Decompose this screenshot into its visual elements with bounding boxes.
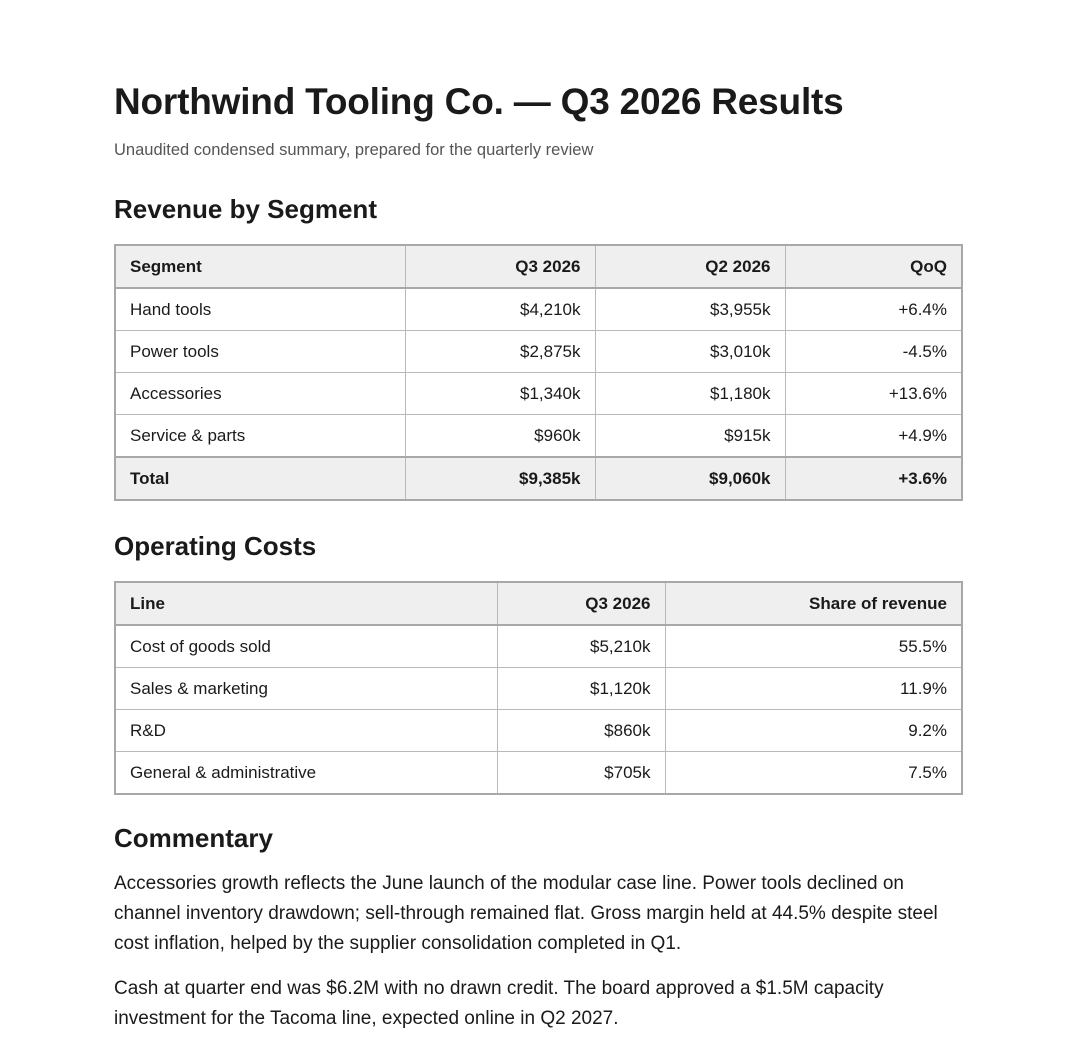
table-row — [115, 710, 962, 752]
revenue-heading: Revenue by Segment — [114, 194, 377, 224]
table-header-row — [115, 245, 962, 288]
total-change: +3.6% — [785, 457, 962, 500]
column-header: Q2 2026 — [595, 245, 785, 288]
line-cell: General & administrative — [115, 752, 497, 795]
total-label: Total — [115, 457, 405, 500]
share-cell: 7.5% — [665, 752, 962, 795]
column-header: Q3 2026 — [405, 245, 595, 288]
revenue-table — [114, 244, 963, 501]
value-cell: $1,340k — [405, 373, 595, 415]
value-cell: $3,010k — [595, 331, 785, 373]
costs-table — [114, 581, 963, 795]
page-subtitle: Unaudited condensed summary, prepared for the quarterly review — [114, 141, 594, 159]
column-header: Q3 2026 — [497, 582, 665, 625]
table-row — [115, 288, 962, 331]
table-row — [115, 625, 962, 668]
segment-cell: Power tools — [115, 331, 405, 373]
share-cell: 9.2% — [665, 710, 962, 752]
line-cell: Sales & marketing — [115, 668, 497, 710]
change-cell: -4.5% — [785, 331, 962, 373]
value-cell: $5,210k — [497, 625, 665, 668]
value-cell: $705k — [497, 752, 665, 795]
table-header-row — [115, 582, 962, 625]
change-cell: +13.6% — [785, 373, 962, 415]
segment-cell: Service & parts — [115, 415, 405, 458]
commentary-paragraph: Cash at quarter end was $6.2M with no drawn credit. The board approved a $1.5M capacity investment for the Tacoma line, expected online in Q2 2027. — [114, 978, 884, 1029]
table-row — [115, 331, 962, 373]
value-cell: $1,120k — [497, 668, 665, 710]
value-cell: $4,210k — [405, 288, 595, 331]
table-row — [115, 373, 962, 415]
change-cell: +4.9% — [785, 415, 962, 458]
column-header: Segment — [115, 245, 405, 288]
total-value: $9,385k — [405, 457, 595, 500]
total-value: $9,060k — [595, 457, 785, 500]
column-header: Line — [115, 582, 497, 625]
table-row — [115, 668, 962, 710]
value-cell: $915k — [595, 415, 785, 458]
total-row — [115, 457, 962, 500]
column-header: QoQ — [785, 245, 962, 288]
segment-cell: Hand tools — [115, 288, 405, 331]
column-header: Share of revenue — [665, 582, 962, 625]
line-cell: R&D — [115, 710, 497, 752]
value-cell: $2,875k — [405, 331, 595, 373]
segment-cell: Accessories — [115, 373, 405, 415]
table-row — [115, 415, 962, 458]
page-title: Northwind Tooling Co. — Q3 2026 Results — [114, 81, 844, 122]
value-cell: $3,955k — [595, 288, 785, 331]
commentary-paragraph: Accessories growth reflects the June launch of the modular case line. Power tools declined on channel inventory drawdown; sell-through remained flat. Gross margin held at 44.5% despite steel cost inflation, helped by the supplier consolidation completed in Q1. — [114, 873, 938, 954]
value-cell: $960k — [405, 415, 595, 458]
value-cell: $1,180k — [595, 373, 785, 415]
commentary-heading: Commentary — [114, 823, 273, 853]
share-cell: 55.5% — [665, 625, 962, 668]
line-cell: Cost of goods sold — [115, 625, 497, 668]
costs-heading: Operating Costs — [114, 531, 317, 561]
share-cell: 11.9% — [665, 668, 962, 710]
value-cell: $860k — [497, 710, 665, 752]
table-row — [115, 752, 962, 795]
change-cell: +6.4% — [785, 288, 962, 331]
